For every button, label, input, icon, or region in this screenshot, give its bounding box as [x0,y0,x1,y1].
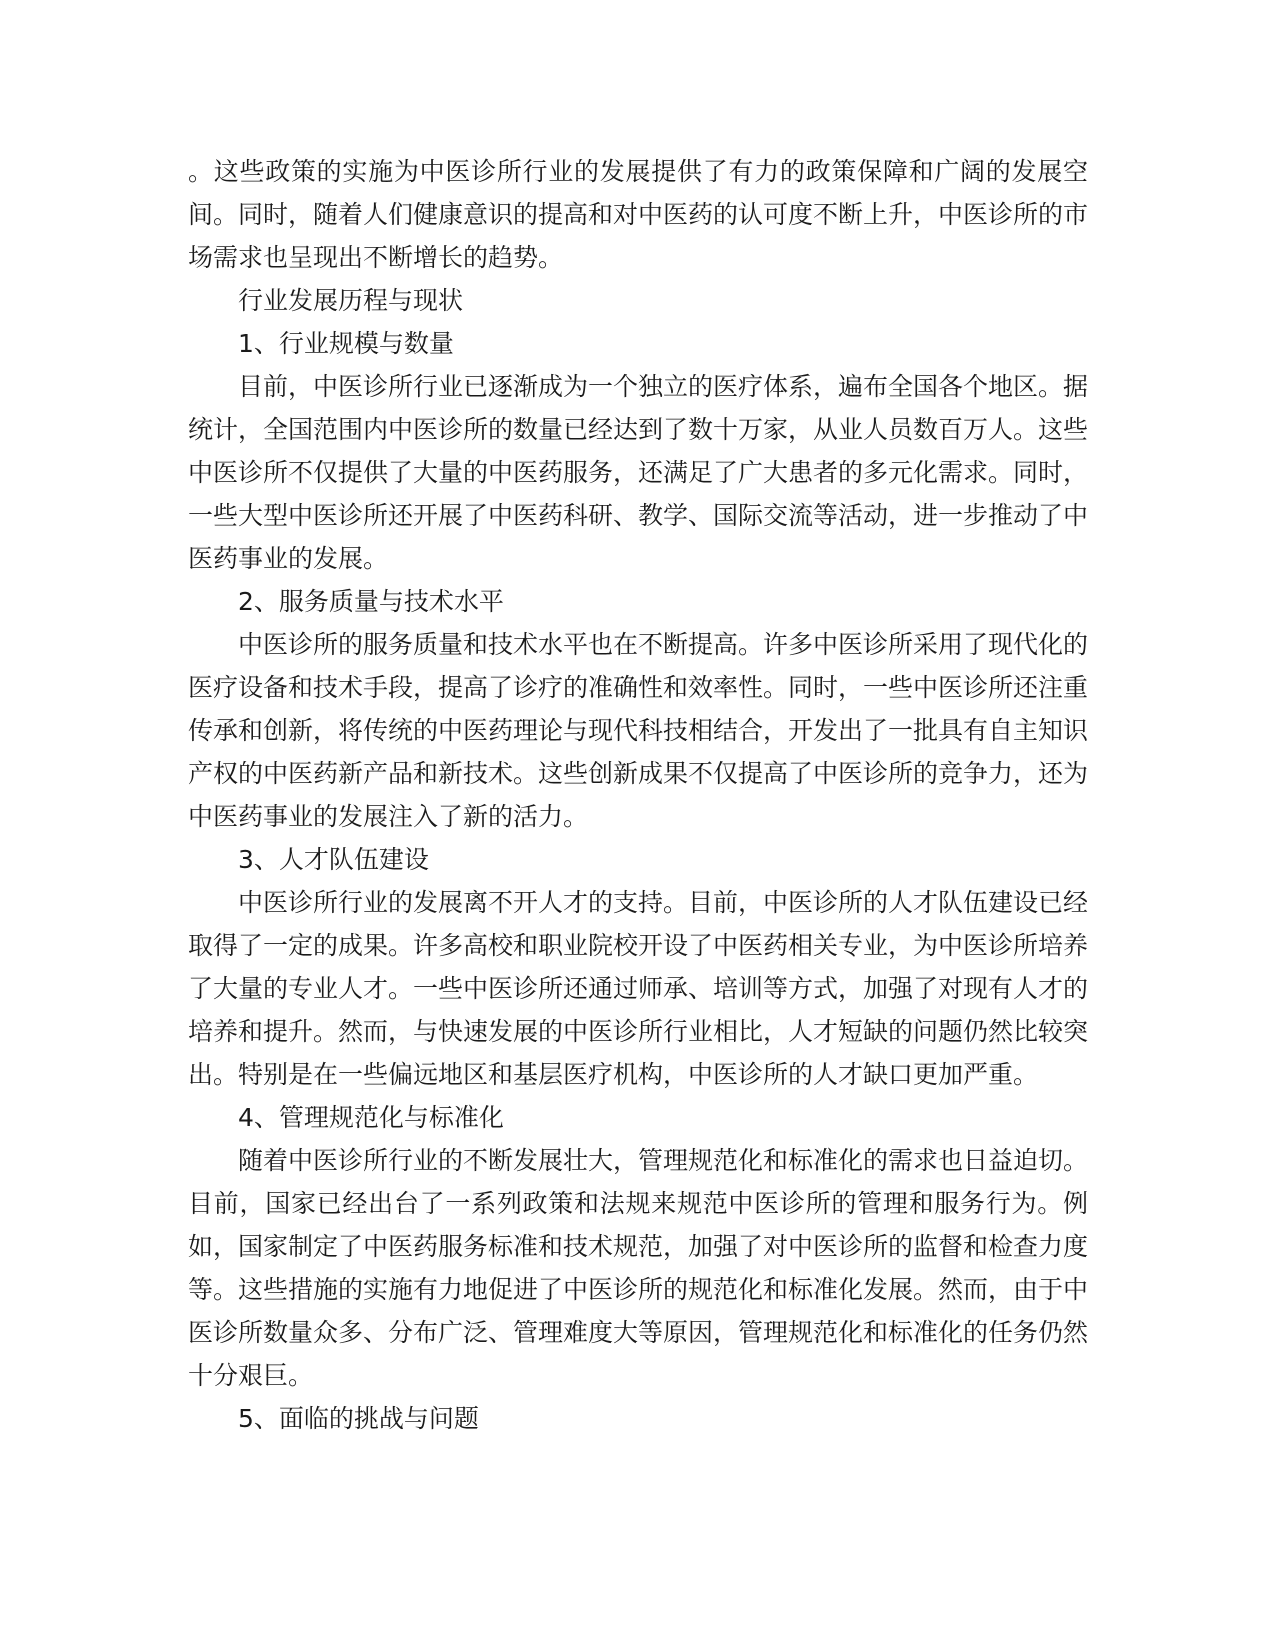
document-body [188,150,1088,1440]
paragraph-management: 随着中医诊所行业的不断发展壮大，管理规范化和标准化的需求也日益迫切。目前，国家已经出台了一系列政策和法规来规范中医诊所的管理和服务行为。例如，国家制定了中医药服务标准和技术规范，加强了对中医诊所的监督和检查力度等。这些措施的实施有力地促进了中医诊所的规范化和标准化发展。然而，由于中医诊所数量众多、分布广泛、管理难度大等原因，管理规范化和标准化的任务仍然十分艰巨。 [188,1146,1089,1390]
section-heading-history: 行业发展历程与现状 [238,286,464,315]
paragraph-talent: 中医诊所行业的发展离不开人才的支持。目前，中医诊所的人才队伍建设已经取得了一定的成果。许多高校和职业院校开设了中医药相关专业，为中医诊所培养了大量的专业人才。一些中医诊所还通过师承、培训等方式，加强了对现有人才的培养和提升。然而，与快速发展的中医诊所行业相比，人才短缺的问题仍然比较突出。特别是在一些偏远地区和基层医疗机构，中医诊所的人才缺口更加严重。 [188,888,1089,1089]
subheading-talent: 3、人才队伍建设 [238,845,429,874]
paragraph-quality: 中医诊所的服务质量和技术水平也在不断提高。许多中医诊所采用了现代化的医疗设备和技术手段，提高了诊疗的准确性和效率性。同时，一些中医诊所还注重传承和创新，将传统的中医药理论与现代科技相结合，开发出了一批具有自主知识产权的中医药新产品和新技术。这些创新成果不仅提高了中医诊所的竞争力，还为中医药事业的发展注入了新的活力。 [188,630,1089,831]
subheading-scale: 1、行业规模与数量 [238,329,454,358]
subheading-challenges: 5、面临的挑战与问题 [238,1404,479,1433]
subheading-management: 4、管理规范化与标准化 [238,1103,504,1132]
paragraph-scale: 目前，中医诊所行业已逐渐成为一个独立的医疗体系，遍布全国各个地区。据统计，全国范围内中医诊所的数量已经达到了数十万家，从业人员数百万人。这些中医诊所不仅提供了大量的中医药服务，还满足了广大患者的多元化需求。同时，一些大型中医诊所还开展了中医药科研、教学、国际交流等活动，进一步推动了中医药事业的发展。 [188,372,1089,573]
paragraph-policy-continuation: 。这些政策的实施为中医诊所行业的发展提供了有力的政策保障和广阔的发展空间。同时，随着人们健康意识的提高和对中医药的认可度不断上升，中医诊所的市场需求也呈现出不断增长的趋势。 [188,157,1089,272]
subheading-quality: 2、服务质量与技术水平 [238,587,504,616]
